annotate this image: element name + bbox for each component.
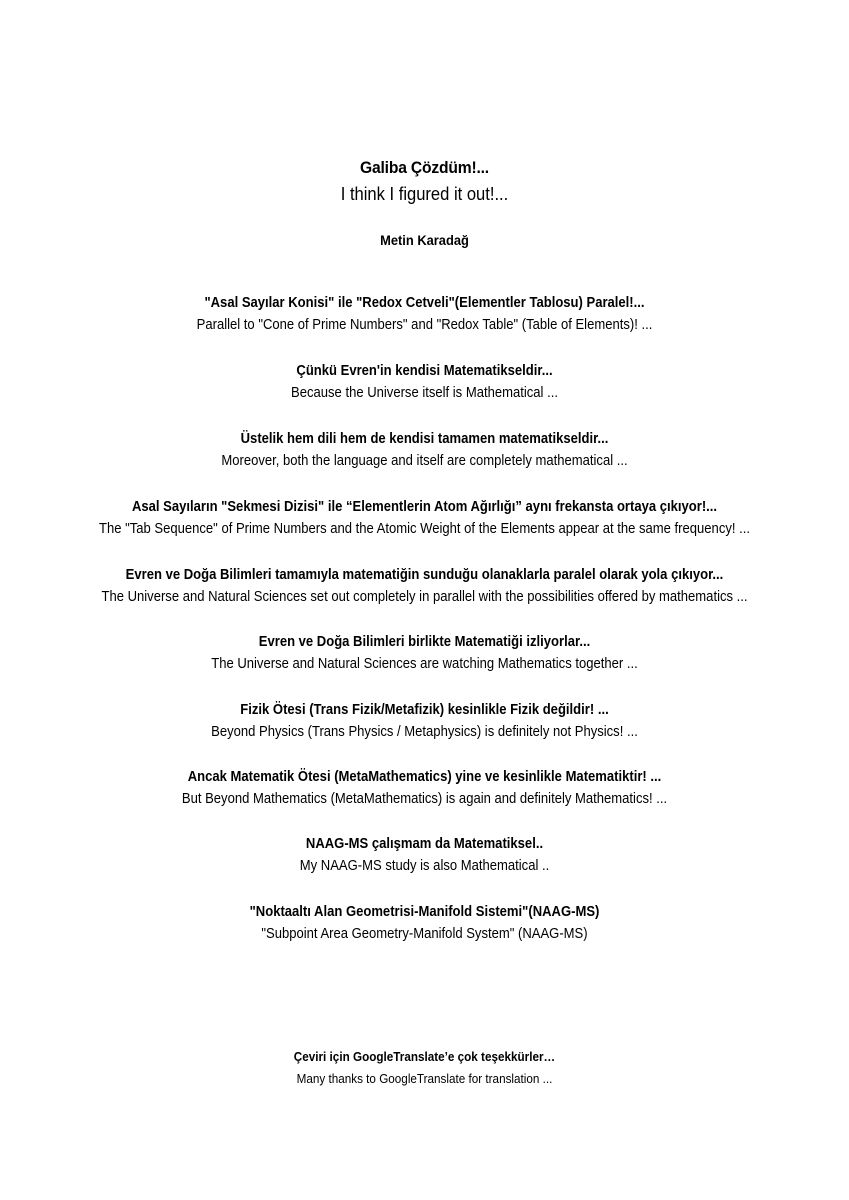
statement-english: Parallel to "Cone of Prime Numbers" and "Redox Table" (Table of Elements)! ... bbox=[196, 317, 653, 333]
statement-english: "Subpoint Area Geometry-Manifold System" (NAAG-MS) bbox=[261, 926, 588, 942]
statement-pair-2 bbox=[0, 360, 849, 404]
statement-english: My NAAG-MS study is also Mathematical .. bbox=[299, 858, 550, 874]
statement-pair-7 bbox=[0, 699, 849, 743]
statement-turkish: Evren ve Doğa Bilimleri tamamıyla matematiğin sunduğu olanaklarla paralel olarak yola çıkıyor... bbox=[125, 567, 724, 583]
statement-turkish: Fizik Ötesi (Trans Fizik/Metafizik) kesinlikle Fizik değildir! ... bbox=[240, 702, 609, 718]
statement-turkish: Çünkü Evren'in kendisi Matematikseldir... bbox=[296, 363, 553, 379]
statement-turkish: Asal Sayıların "Sekmesi Dizisi" ile “Elementlerin Atom Ağırlığı” aynı frekansta ortaya çıkıyor!... bbox=[131, 499, 718, 515]
statement-english: Moreover, both the language and itself are completely mathematical ... bbox=[221, 453, 628, 469]
statement-turkish: Ancak Matematik Ötesi (MetaMathematics) yine ve kesinlikle Matematiktir! ... bbox=[187, 769, 662, 785]
statement-english: The Universe and Natural Sciences are watching Mathematics together ... bbox=[211, 656, 638, 672]
title-english: I think I figured it out!... bbox=[340, 184, 509, 204]
statement-turkish: NAAG-MS çalışmam da Matematiksel.. bbox=[305, 836, 544, 852]
footer-thanks-turkish: Çeviri için GoogleTranslate’e çok teşekkürler… bbox=[293, 1049, 556, 1064]
author-name: Metin Karadağ bbox=[380, 232, 469, 248]
statement-turkish: "Asal Sayılar Konisi" ile "Redox Cetveli"(Elementler Tablosu) Paralel!... bbox=[204, 295, 645, 311]
statement-english: The "Tab Sequence" of Prime Numbers and the Atomic Weight of the Elements appear at the same frequency! ... bbox=[98, 521, 751, 537]
statement-english: But Beyond Mathematics (MetaMathematics) is again and definitely Mathematics! ... bbox=[181, 791, 668, 807]
statement-pair-5 bbox=[0, 564, 849, 608]
footer-thanks-english: Many thanks to GoogleTranslate for translation ... bbox=[296, 1071, 553, 1086]
statement-pair-1 bbox=[0, 292, 849, 336]
title-turkish: Galiba Çözdüm!... bbox=[360, 158, 489, 177]
statement-pair-9 bbox=[0, 833, 849, 877]
statement-pair-4 bbox=[0, 496, 849, 540]
statement-english: Because the Universe itself is Mathematical ... bbox=[291, 385, 558, 401]
statement-turkish: "Noktaaltı Alan Geometrisi-Manifold Sistemi"(NAAG-MS) bbox=[249, 904, 600, 920]
statement-english: The Universe and Natural Sciences set out completely in parallel with the possibilities offered by mathematics ... bbox=[101, 589, 748, 605]
statement-english: Beyond Physics (Trans Physics / Metaphysics) is definitely not Physics! ... bbox=[211, 724, 638, 740]
statement-pair-8 bbox=[0, 766, 849, 810]
statement-pair-3 bbox=[0, 428, 849, 472]
statement-turkish: Evren ve Doğa Bilimleri birlikte Matematiği izliyorlar... bbox=[258, 634, 591, 650]
statement-pair-10 bbox=[0, 901, 849, 945]
statement-turkish: Üstelik hem dili hem de kendisi tamamen matematikseldir... bbox=[240, 431, 609, 447]
statement-pair-6 bbox=[0, 631, 849, 675]
